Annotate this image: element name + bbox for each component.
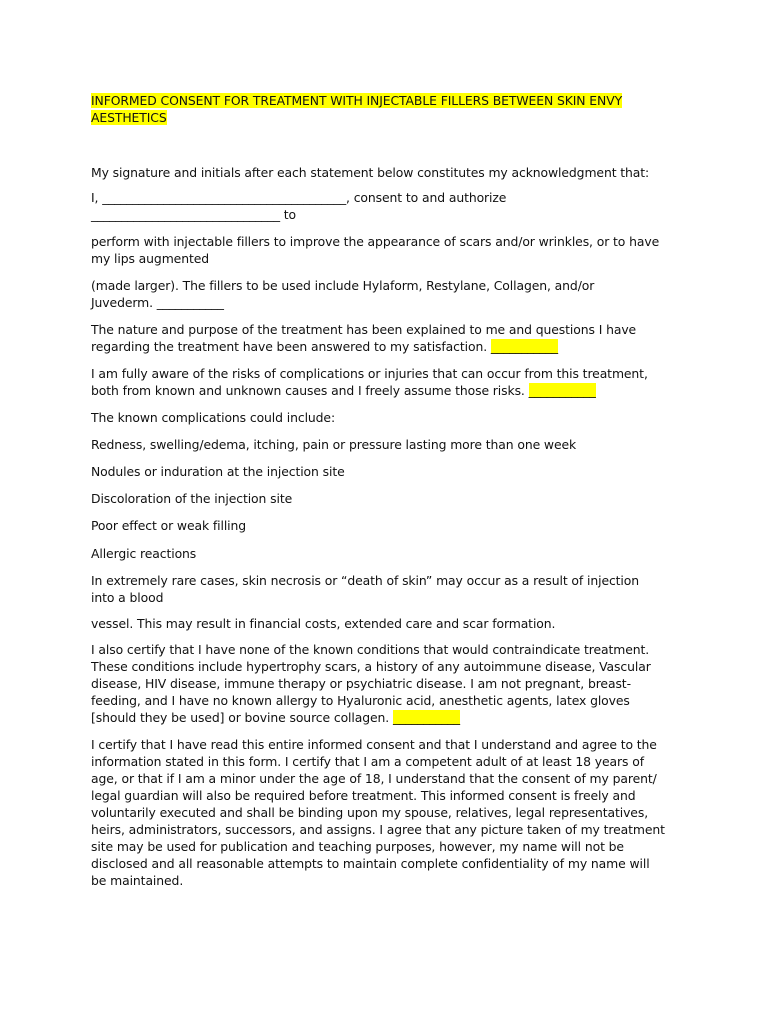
vessel-paragraph xyxy=(91,615,687,632)
certify-line-1: I also certify that I have none of the known conditions that would contraindicate treatment. xyxy=(91,642,650,657)
certify-initial-blank: ___________ xyxy=(392,710,461,725)
nature-line-1: The nature and purpose of the treatment has been explained to me and questions I have xyxy=(91,322,637,337)
certify-paragraph xyxy=(91,641,687,726)
document-title xyxy=(91,92,687,126)
intro-paragraph xyxy=(91,164,687,181)
certify-line-3: disease, HIV disease, immune therapy or psychiatric disease. I am not pregnant, breast- xyxy=(91,676,631,691)
necrosis-paragraph xyxy=(91,572,687,606)
certify-line-5: [should they be used] or bovine source collagen. xyxy=(91,710,393,725)
necrosis-line-2: into a blood xyxy=(91,590,164,605)
risks-paragraph xyxy=(91,365,687,399)
perform-line-1: perform with injectable fillers to improve the appearance of scars and/or wrinkles, or to have xyxy=(91,234,660,249)
complication-nodules: Nodules or induration at the injection site xyxy=(91,464,345,479)
final-line-6: heirs, administrators, successors, and assigns. I agree that any picture taken of my treatment xyxy=(91,822,665,837)
complication-item xyxy=(91,490,687,507)
title-line-2: AESTHETICS xyxy=(91,110,167,125)
certify-line-4: feeding, and I have no known allergy to Hyaluronic acid, anesthetic agents, latex gloves xyxy=(91,693,630,708)
final-line-2: information stated in this form. I certify that I am a competent adult of at least 18 years of xyxy=(91,754,644,769)
final-certification-paragraph xyxy=(91,736,687,889)
risks-line-1: I am fully aware of the risks of complications or injuries that can occur from this treatment, xyxy=(91,366,648,381)
necrosis-line-1: In extremely rare cases, skin necrosis or “death of skin” may occur as a result of injection xyxy=(91,573,640,588)
fillers-line-2: Juvederm. ___________ xyxy=(91,295,224,310)
consent-name-line: I, ________________________________________, consent to and authorize xyxy=(91,190,507,205)
complication-item xyxy=(91,463,687,480)
final-line-3: age, or that if I am a minor under the age of 18, I understand that the consent of my parent/ xyxy=(91,771,657,786)
perform-line-2: my lips augmented xyxy=(91,251,209,266)
nature-line-2: regarding the treatment have been answered to my satisfaction. xyxy=(91,339,491,354)
complications-heading-text: The known complications could include: xyxy=(91,410,336,425)
final-line-4: legal guardian will also be required before treatment. This informed consent is freely and xyxy=(91,788,636,803)
vessel-text: vessel. This may result in financial costs, extended care and scar formation. xyxy=(91,616,556,631)
fillers-line-1: (made larger). The fillers to be used include Hylaform, Restylane, Collagen, and/or xyxy=(91,278,595,293)
perform-paragraph xyxy=(91,233,687,267)
title-line-1: INFORMED CONSENT FOR TREATMENT WITH INJECTABLE FILLERS BETWEEN SKIN ENVY xyxy=(91,93,623,108)
complication-item xyxy=(91,436,687,453)
complication-poor-effect: Poor effect or weak filling xyxy=(91,518,247,533)
risks-initial-blank: ___________ xyxy=(528,383,596,398)
complication-item xyxy=(91,517,687,534)
final-line-5: voluntarily executed and shall be binding upon my spouse, relatives, legal representatives, xyxy=(91,805,649,820)
final-line-7: site may be used for publication and teaching purposes, however, my name will not be xyxy=(91,839,624,854)
nature-initial-blank: ___________ xyxy=(490,339,558,354)
final-line-8: disclosed and all reasonable attempts to maintain complete confidentiality of my name will xyxy=(91,856,650,871)
consent-statement xyxy=(91,189,687,223)
final-line-9: be maintained. xyxy=(91,873,184,888)
complication-discoloration: Discoloration of the injection site xyxy=(91,491,293,506)
intro-text: My signature and initials after each statement below constitutes my acknowledgment that: xyxy=(91,165,650,180)
complication-allergic: Allergic reactions xyxy=(91,546,197,561)
risks-line-2: both from known and unknown causes and I freely assume those risks. xyxy=(91,383,529,398)
complication-item xyxy=(91,545,687,562)
certify-line-2: These conditions include hypertrophy scars, a history of any autoimmune disease, Vascular xyxy=(91,659,651,674)
fillers-paragraph xyxy=(91,277,687,311)
complication-redness: Redness, swelling/edema, itching, pain or pressure lasting more than one week xyxy=(91,437,577,452)
consent-provider-line: _______________________________ to xyxy=(91,207,297,222)
complications-heading xyxy=(91,409,687,426)
final-line-1: I certify that I have read this entire informed consent and that I understand and agree to the xyxy=(91,737,657,752)
nature-paragraph xyxy=(91,321,687,355)
